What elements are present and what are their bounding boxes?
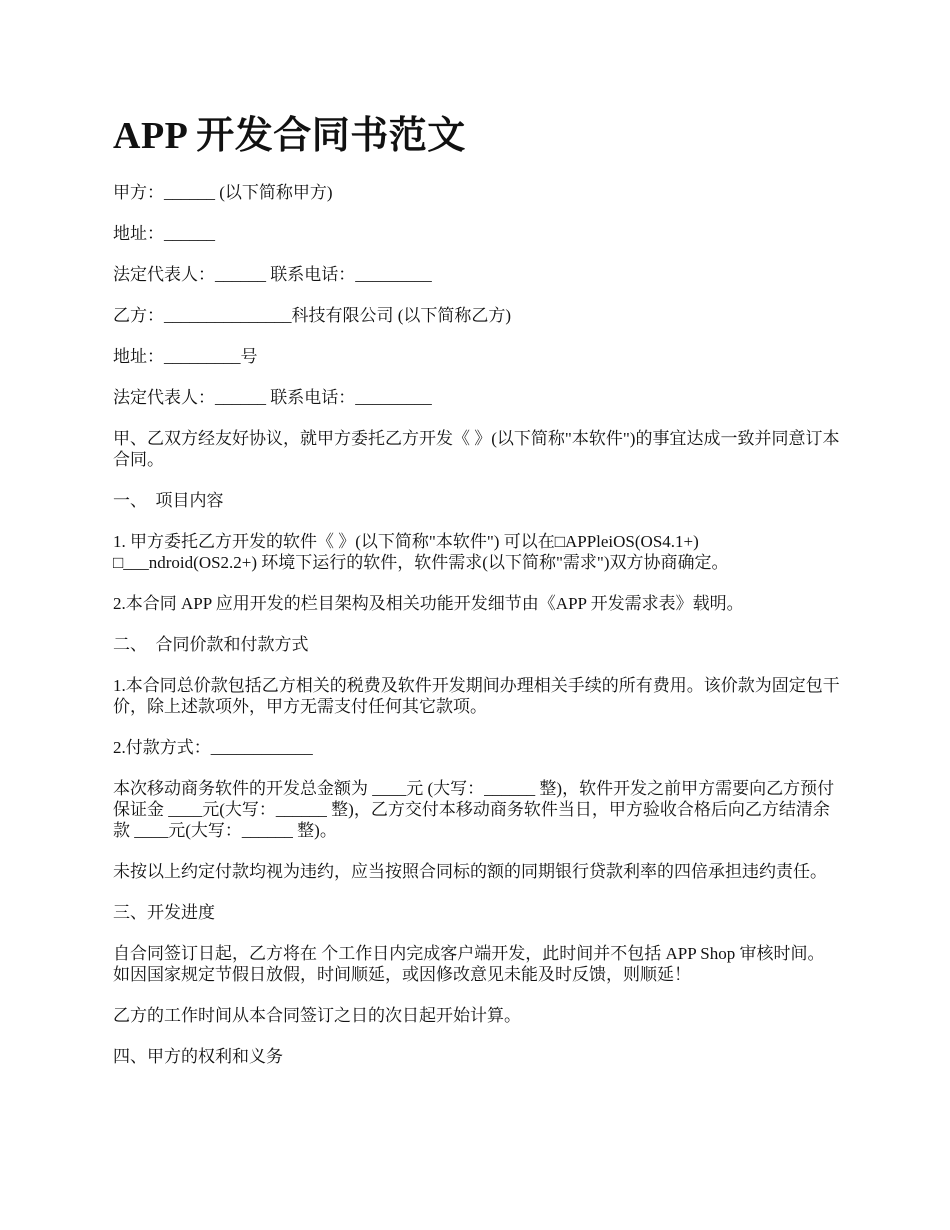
section-heading-payment: 二、 合同价款和付款方式 [113,635,309,654]
party-a-representative: 法定代表人：______ 联系电话：_________ [113,265,432,284]
section-heading-rights: 四、甲方的权利和义务 [113,1047,283,1066]
work-time-paragraph: 乙方的工作时间从本合同签订之日的次日起开始计算。 [113,1006,521,1025]
clause-1-1: 1. 甲方委托乙方开发的软件《 》(以下简称"本软件") 可以在□APPleiOS(OS4.1+) □___ndroid(OS2.2+) 环境下运行的软件，软件需求(以下简称"需求")双方协商确定。 [113,532,729,572]
preamble-paragraph: 甲、乙双方经友好协议，就甲方委托乙方开发《 》(以下简称"本软件")的事宜达成一致并同意订本合同。 [113,429,840,469]
party-b-address: 地址：_________号 [113,347,258,366]
section-heading-schedule: 三、开发进度 [113,903,215,922]
clause-2-2: 2.付款方式：____________ [113,738,313,757]
clause-2-1: 1.本合同总价款包括乙方相关的税费及软件开发期间办理相关手续的所有费用。该价款为固定包干价，除上述款项外，甲方无需支付任何其它款项。 [113,676,840,716]
section-heading-project: 一、 项目内容 [113,491,224,510]
payment-amount-paragraph: 本次移动商务软件的开发总金额为 ____元 (大写：______ 整)，软件开发之前甲方需要向乙方预付保证金 ____元(大写：______ 整)，乙方交付本移动商务软件当日，甲方验收合格后向乙方结清余款 ____元(大写：______ 整)。 [113,779,835,840]
party-a-line: 甲方：______ (以下简称甲方) [113,183,333,202]
document-page [113,112,841,1087]
party-b-representative: 法定代表人：______ 联系电话：_________ [113,388,432,407]
party-a-address: 地址：______ [113,224,215,243]
breach-paragraph: 未按以上约定付款均视为违约，应当按照合同标的额的同期银行贷款利率的四倍承担违约责任。 [113,862,827,881]
document-title: APP 开发合同书范文 [113,115,466,157]
schedule-paragraph: 自合同签订日起，乙方将在 个工作日内完成客户端开发，此时间并不包括 APP Shop 审核时间。 如因国家规定节假日放假，时间顺延，或因修改意见未能及时反馈，则顺延！ [113,944,829,984]
clause-1-2: 2.本合同 APP 应用开发的栏目架构及相关功能开发细节由《APP 开发需求表》载明。 [113,594,744,613]
party-b-line: 乙方：_______________科技有限公司 (以下简称乙方) [113,306,512,325]
